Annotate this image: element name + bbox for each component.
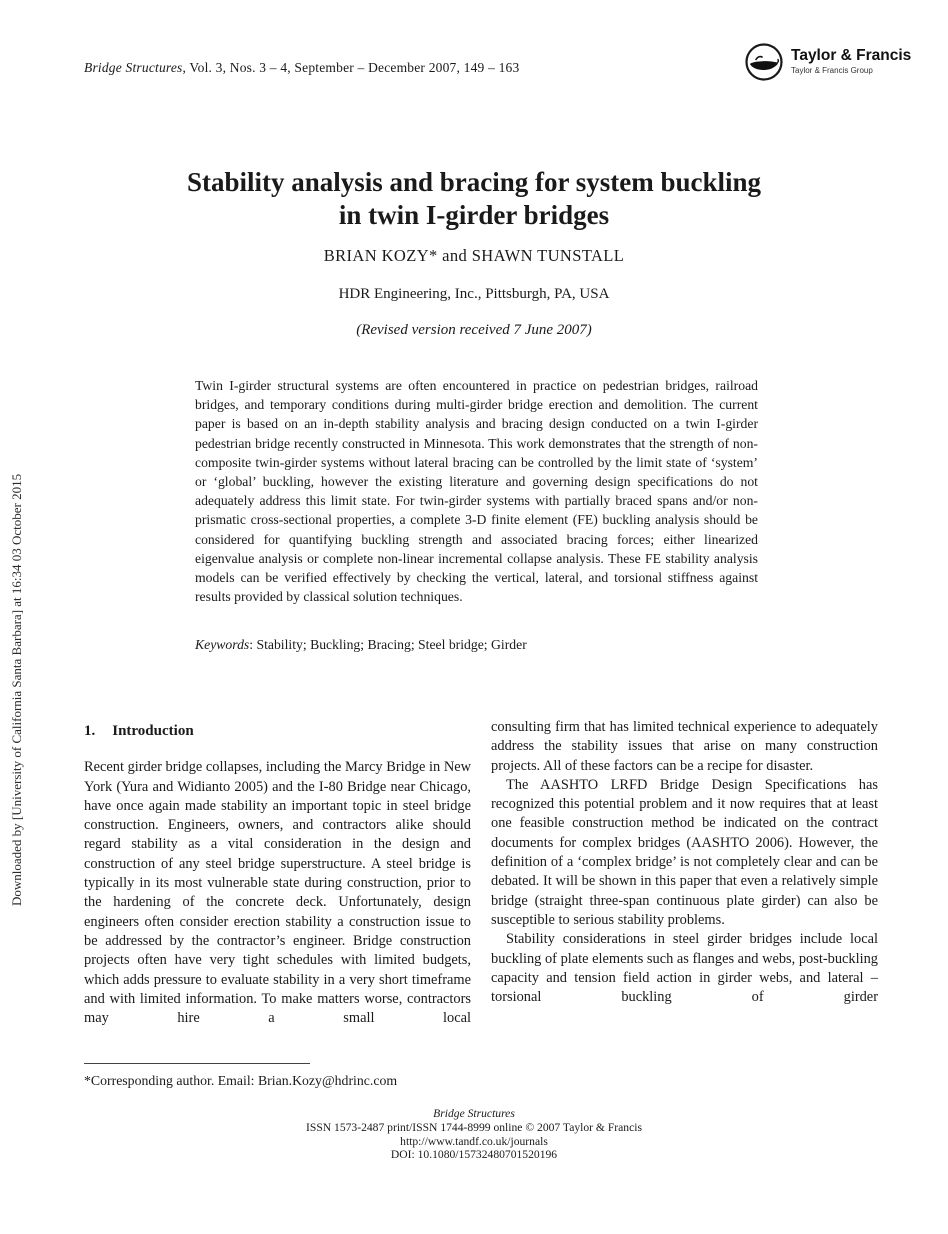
paragraph: consulting firm that has limited technical experience to adequately address the stability issues that arise on many construction projects. All of these factors can be a recipe for disaster. bbox=[491, 719, 878, 774]
keywords-list: : Stability; Buckling; Bracing; Steel bridge; Girder bbox=[249, 637, 527, 652]
article-title bbox=[94, 166, 854, 232]
article-title-line1: Stability analysis and bracing for system buckling bbox=[186, 167, 762, 198]
section-title: Introduction bbox=[112, 723, 194, 739]
corresponding-author-footnote: *Corresponding author. Email: Brian.Kozy@hdrinc.com bbox=[84, 1073, 398, 1088]
imprint-doi: DOI: 10.1080/15732480701520196 bbox=[390, 1148, 558, 1162]
authors: BRIAN KOZY* and SHAWN TUNSTALL bbox=[323, 246, 625, 265]
publisher-logo bbox=[744, 42, 911, 82]
paragraph: The AASHTO LRFD Bridge Design Specifications has recognized this potential problem and it now requires that at least one feasible construction method be indicated on the contract documents for complex bridges (AASHTO 2006). However, the definition of a ‘complex bridge’ is not completely clear and can be debated. It will be shown in this paper that even a relatively simple bridge (straight three-span continuous plate girder) can also be susceptible to serious stability problems. bbox=[491, 776, 878, 928]
affiliation: HDR Engineering, Inc., Pittsburgh, PA, USA bbox=[338, 286, 610, 302]
journal-name: Bridge Structures bbox=[84, 60, 183, 75]
publisher-group: Taylor & Francis Group bbox=[791, 66, 873, 76]
keywords-line bbox=[195, 637, 758, 653]
body-column-right bbox=[491, 718, 878, 1007]
section-heading-introduction bbox=[84, 722, 471, 741]
imprint-issn: ISSN 1573-2487 print/ISSN 1744-8999 online © 2007 Taylor & Francis bbox=[306, 1120, 642, 1134]
section-number: 1. bbox=[84, 723, 96, 739]
imprint-url: http://www.tandf.co.uk/journals bbox=[400, 1134, 548, 1148]
download-provenance-banner: Downloaded by [University of California Santa Barbara] at 16:34 03 October 2015 bbox=[9, 473, 24, 906]
abstract: Twin I-girder structural systems are often encountered in practice on pedestrian bridges, railroad bridges, and temporary conditions during multi-girder bridge erection and demolition. The current paper is based on an in-depth stability analysis and bracing design conducted on a twin I-girder pedestrian bridge recently constructed in Minnesota. This work demonstrates that the strength of non-composite twin-girder systems without lateral bracing can be controlled by the limit state of ‘system’ or ‘global’ buckling, however the existing literature and governing design specifications do not adequately address this limit state. For twin-girder systems with partially braced spans and/or non-prismatic cross-sectional properties, a complete 3-D finite element (FE) buckling analysis should be considered for quantifying buckling strength and associated bracing forces; either linearized eigenvalue analysis or complete non-linear incremental collapse analysis. These FE stability analysis models can be verified effectively by checking the vertical, lateral, and torsional stiffness against results provided by classical solution techniques. bbox=[195, 378, 758, 605]
publisher-name: Taylor & Francis bbox=[791, 47, 912, 64]
paragraph: Recent girder bridge collapses, including the Marcy Bridge in New York (Yura and Widianto 2005) and the I-80 Bridge near Chicago, have once again made stability an important topic in steel bridge construction. Engineers, owners, and contractors alike should regard stability as a vital consideration in the design and construction of any steel bridge superstructure. A steel bridge is typically in its most vulnerable state during construction, prior to the hardening of the concrete deck. Unfortunately, design engineers often consider erection stability a construction issue to be addressed by the contractor’s engineer. Bridge construction projects often have very tight schedules with limited budgets, which adds pressure to evaluate stability in a very short timeframe and with limited information. To make matters worse, contractors may hire a small local bbox=[84, 759, 471, 1027]
imprint-block bbox=[0, 1107, 948, 1162]
received-note: (Revised version received 7 June 2007) bbox=[356, 322, 592, 338]
footnote-rule bbox=[84, 1063, 310, 1064]
article-title-line2: in twin I-girder bridges bbox=[338, 200, 610, 231]
publisher-logo-text bbox=[791, 42, 911, 75]
journal-citation bbox=[84, 60, 519, 76]
imprint-journal-name: Bridge Structures bbox=[433, 1107, 515, 1120]
lamp-icon bbox=[744, 42, 784, 82]
citation-details: , Vol. 3, Nos. 3 – 4, September – December 2007, 149 – 163 bbox=[182, 60, 520, 75]
body-column-left bbox=[84, 722, 471, 1028]
paragraph: Stability considerations in steel girder bridges include local buckling of plate elements such as flanges and webs, post-buckling capacity and tension field action in girder webs, and lateral – torsional buckling of girder bbox=[491, 931, 878, 1006]
keywords-label: Keywords bbox=[195, 637, 250, 652]
